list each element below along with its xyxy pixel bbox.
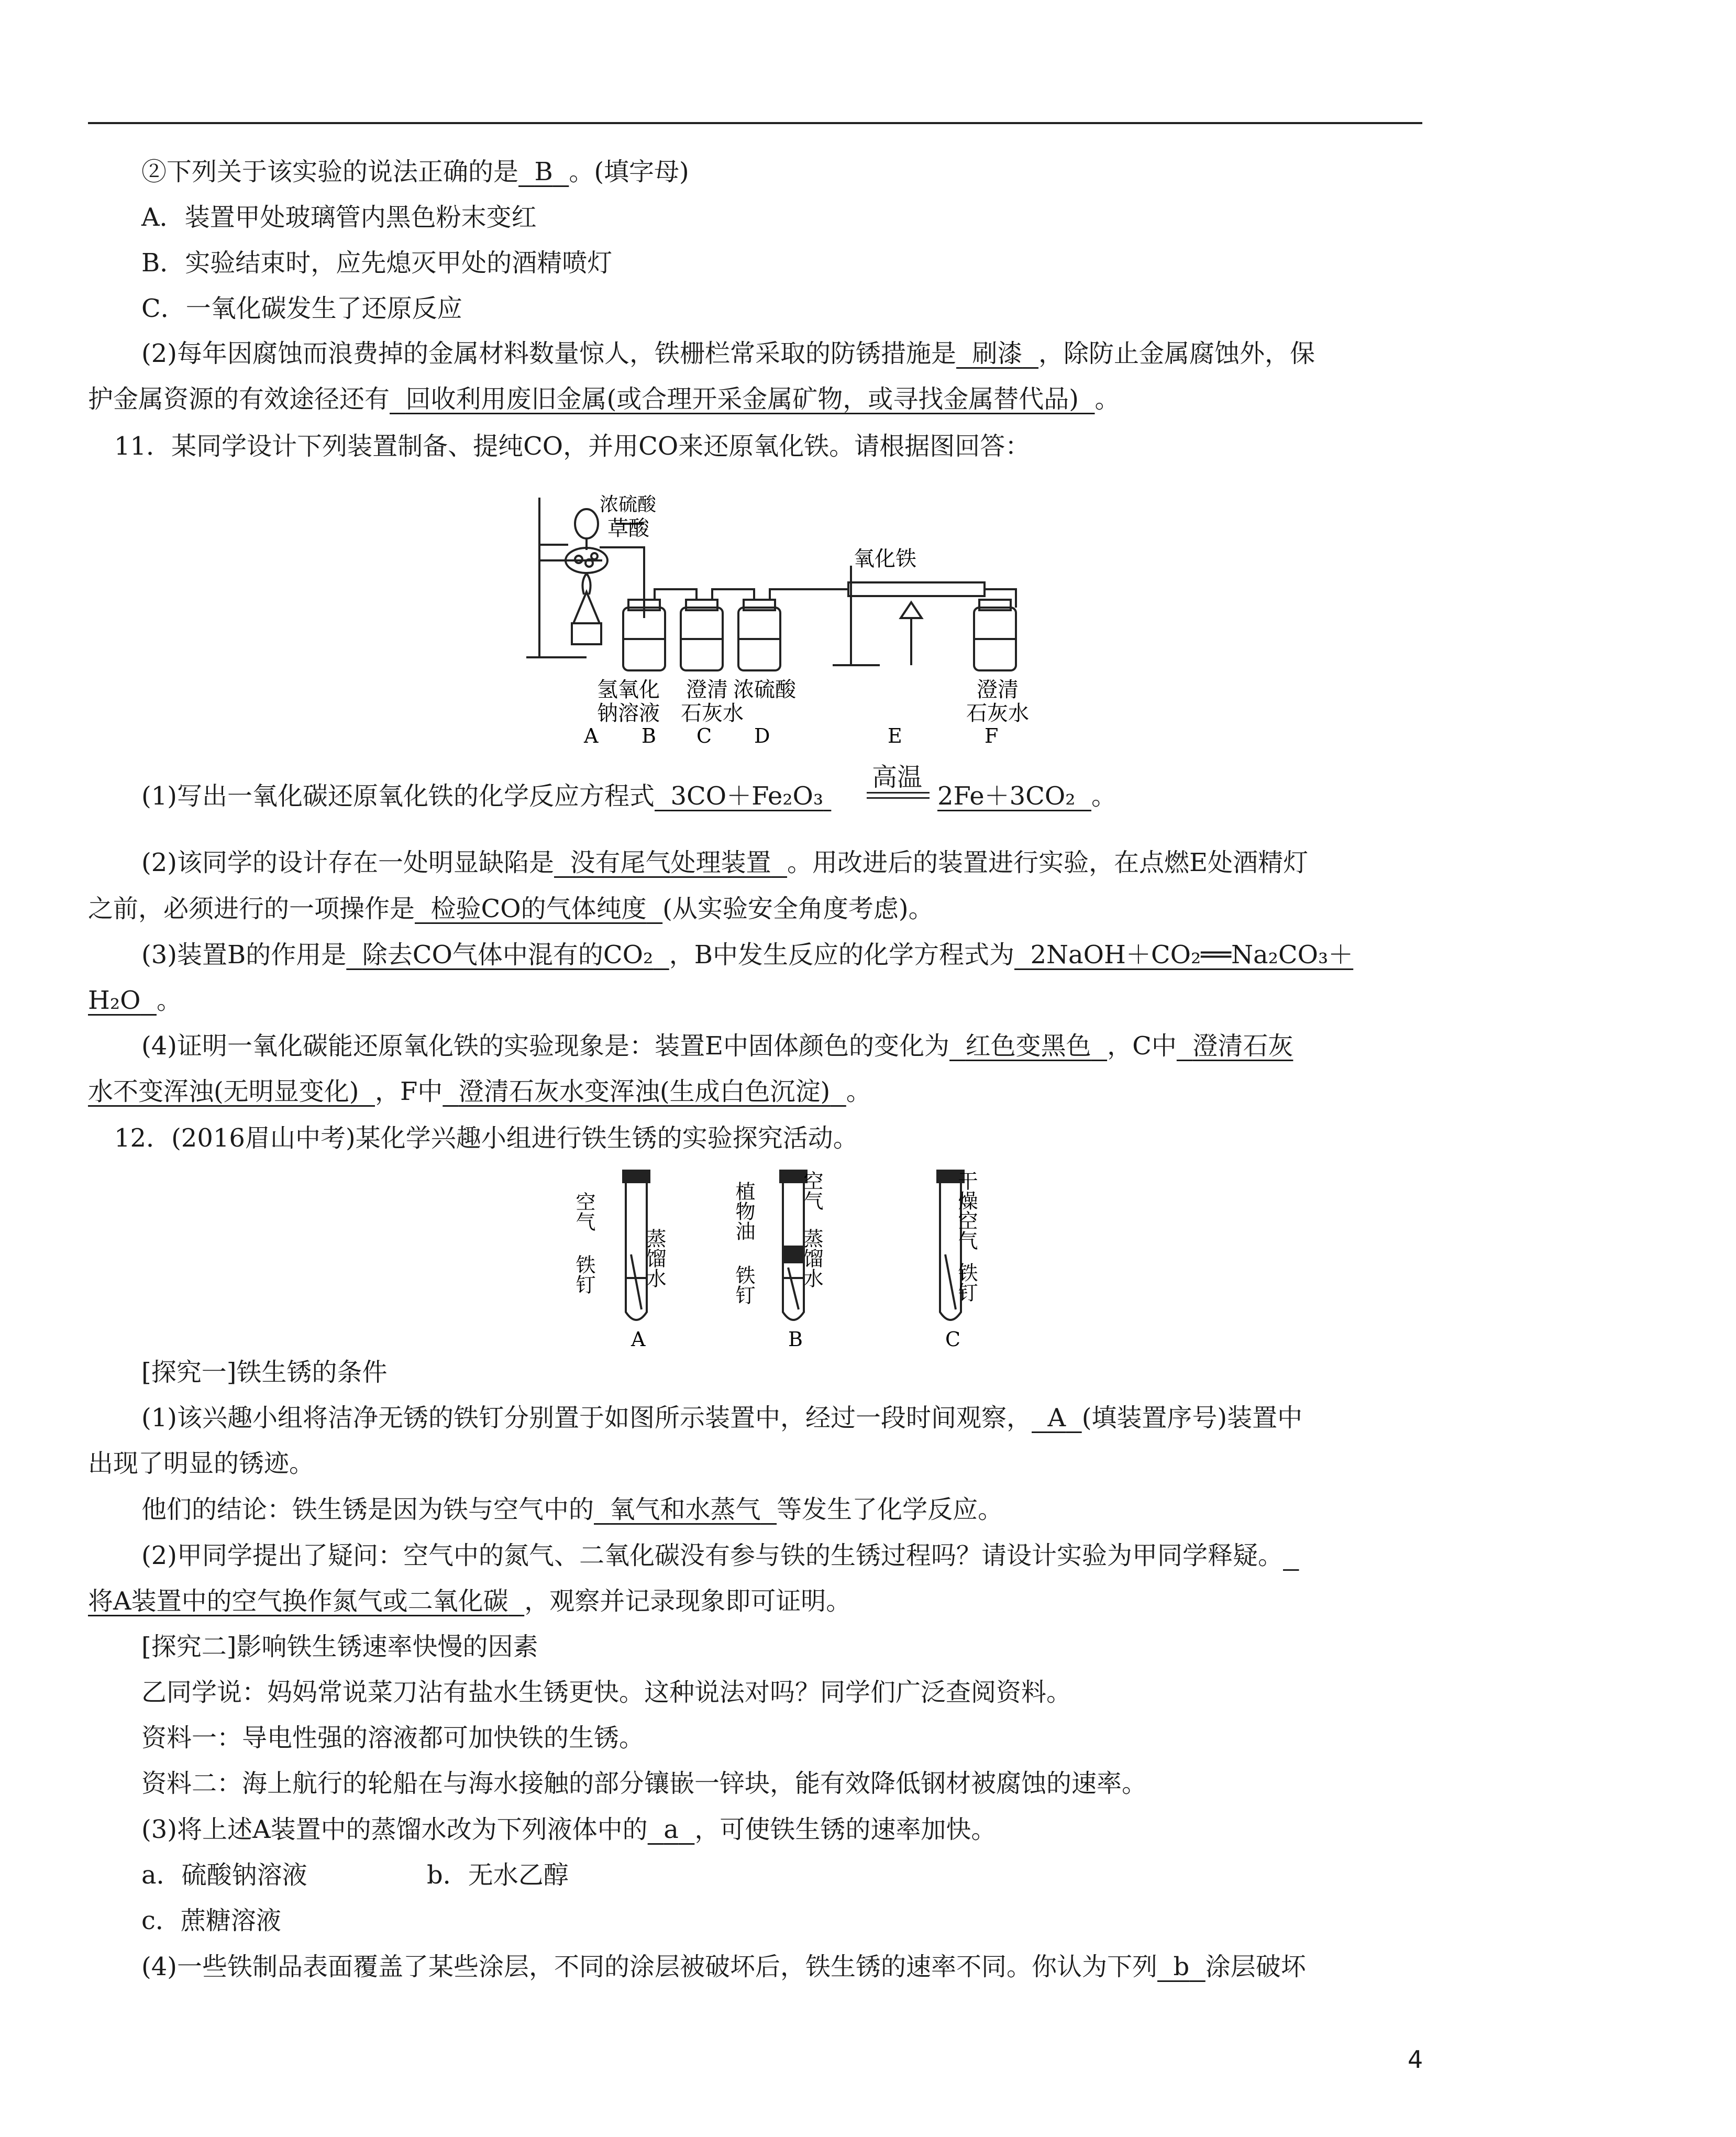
svg-text:氢氧化: 氢氧化 <box>597 678 660 702</box>
answer-blank: 除去CO气体中混有的CO₂ <box>362 940 654 970</box>
equals-sign <box>867 797 930 799</box>
svg-text:D: D <box>754 724 770 747</box>
svg-text:空气: 空气 <box>800 1171 823 1210</box>
answer-blank: a <box>664 1815 679 1844</box>
text-line: 乙同学说：妈妈常说菜刀沾有盐水生锈更快。这种说法对吗？同学们广泛查阅资料。 <box>141 1678 1072 1707</box>
equals-sign <box>867 792 930 794</box>
answer-blank: A <box>1047 1403 1066 1433</box>
answer-blank: H₂O <box>88 986 141 1015</box>
question-line: (2)该同学的设计存在一处明显缺陷是 没有尾气处理装置 。用改进后的装置进行实验，在点燃E处酒精灯 <box>141 848 1309 877</box>
svg-text:B: B <box>642 724 656 747</box>
answer-blank: 澄清石灰 <box>1192 1031 1293 1061</box>
answer-blank: 红色变黑色 <box>965 1031 1091 1061</box>
text-line: 资料二：海上航行的轮船在与海水接触的部分镶嵌一锌块，能有效降低钢材被腐蚀的速率。 <box>141 1769 1147 1798</box>
test-tube-figure <box>572 1165 995 1354</box>
question-line: 护金属资源的有效途径还有 回收利用废旧金属(或合理开采金属矿物，或寻找金属替代品) 。 <box>88 384 1120 414</box>
reaction-condition: 高温 <box>872 763 923 792</box>
option-a: a．硫酸钠溶液 <box>141 1860 307 1890</box>
question-line: (4)一些铁制品表面覆盖了某些涂层，不同的涂层被破坏后，铁生锈的速率不同。你认为下列 b 涂层破坏 <box>141 1952 1306 1981</box>
question-11: 11．某同学设计下列装置制备、提纯CO，并用CO来还原氧化铁。请根据图回答： <box>114 432 1031 461</box>
option-a: A．装置甲处玻璃管内黑色粉末变红 <box>141 203 537 232</box>
svg-text:铁钉: 铁钉 <box>732 1265 755 1305</box>
question-line: 将A装置中的空气换作氮气或二氧化碳 ，观察并记录现象即可证明。 <box>88 1587 852 1616</box>
answer-blank: 水不变浑浊(无明显变化) <box>88 1077 359 1106</box>
question-line: ②下列关于该实验的说法正确的是 B 。(填字母) <box>141 157 689 186</box>
question-line: (3)将上述A装置中的蒸馏水改为下列液体中的 a ，可使铁生锈的速率加快。 <box>141 1815 997 1844</box>
answer-blank: 回收利用废旧金属(或合理开采金属矿物，或寻找金属替代品) <box>405 384 1079 414</box>
svg-text:氧化铁: 氧化铁 <box>854 547 916 571</box>
svg-text:澄清: 澄清 <box>686 678 728 702</box>
svg-text:植物油: 植物油 <box>732 1181 755 1241</box>
question-line: 他们的结论：铁生锈是因为铁与空气中的 氧气和水蒸气 等发生了化学反应。 <box>141 1495 1003 1524</box>
section-heading: [探究一]铁生锈的条件 <box>141 1358 388 1387</box>
answer-blank: B <box>534 157 553 186</box>
question-12: 12．(2016眉山中考)某化学兴趣小组进行铁生锈的实验探究活动。 <box>114 1123 858 1153</box>
question-line: (1)该兴趣小组将洁净无锈的铁钉分别置于如图所示装置中，经过一段时间观察， A (填装置序号)装置中 <box>141 1403 1303 1433</box>
top-rule <box>88 122 1422 124</box>
answer-blank: 刷漆 <box>972 339 1023 368</box>
page-number: 4 <box>1408 2045 1423 2074</box>
answer-blank: 检验CO的气体纯度 <box>430 894 647 923</box>
answer-blank: 2NaOH＋CO₂══Na₂CO₃＋ <box>1030 940 1354 970</box>
question-line: H₂O 。 <box>88 986 182 1015</box>
question-line: (4)证明一氧化碳能还原氧化铁的实验现象是：装置E中固体颜色的变化为 红色变黑色 ，C中 澄清石灰 <box>141 1031 1293 1061</box>
svg-text:钠溶液: 钠溶液 <box>597 701 660 725</box>
svg-text:B: B <box>788 1328 803 1351</box>
question-line: 2Fe＋3CO₂ 。 <box>937 781 1117 811</box>
svg-text:浓硫酸: 浓硫酸 <box>600 494 657 515</box>
option-b: b．无水乙醇 <box>427 1860 569 1890</box>
answer-blank: 氧气和水蒸气 <box>610 1495 761 1524</box>
option-c: C．一氧化碳发生了还原反应 <box>141 294 462 323</box>
question-line: 水不变浑浊(无明显变化) ，F中 澄清石灰水变浑浊(生成白色沉淀) 。 <box>88 1077 871 1106</box>
svg-text:C: C <box>945 1328 961 1351</box>
question-line: (2)甲同学提出了疑问：空气中的氮气、二氧化碳没有参与铁的生锈过程吗？请设计实验为甲同学释疑。 <box>141 1540 1451 1571</box>
answer-blank <box>1283 1541 1299 1570</box>
option-c: c．蔗糖溶液 <box>141 1906 281 1935</box>
svg-text:蒸馏水: 蒸馏水 <box>643 1228 666 1288</box>
answer-blank: 3CO＋Fe₂O₃ <box>670 781 824 811</box>
question-line: (2)每年因腐蚀而浪费掉的金属材料数量惊人，铁栅栏常采取的防锈措施是 刷漆 ，除防止金属腐蚀外，保 <box>141 339 1315 368</box>
svg-text:干燥空气: 干燥空气 <box>955 1171 978 1250</box>
answer-blank: 2Fe＋3CO₂ <box>937 781 1076 811</box>
text-line: 资料一：导电性强的溶液都可加快铁的生锈。 <box>141 1723 645 1753</box>
svg-text:草酸: 草酸 <box>607 516 649 541</box>
apparatus-figure <box>524 487 1047 749</box>
section-heading: [探究二]影响铁生锈速率快慢的因素 <box>141 1632 538 1661</box>
svg-text:空气: 空气 <box>572 1192 595 1231</box>
answer-blank: b <box>1173 1952 1190 1981</box>
question-line: 之前，必须进行的一项操作是 检验CO的气体纯度 (从实验安全角度考虑)。 <box>88 894 934 923</box>
svg-text:石灰水: 石灰水 <box>966 701 1029 725</box>
option-b: B．实验结束时，应先熄灭甲处的酒精喷灯 <box>141 248 613 278</box>
svg-text:澄清: 澄清 <box>977 678 1019 702</box>
svg-text:蒸馏水: 蒸馏水 <box>800 1228 823 1288</box>
question-line: (3)装置B的作用是 除去CO气体中混有的CO₂ ，B中发生反应的化学方程式为 2NaOH＋CO₂══Na₂CO₃＋ <box>141 940 1354 970</box>
question-line: (1)写出一氧化碳还原氧化铁的化学反应方程式 3CO＋Fe₂O₃ <box>141 780 1451 812</box>
svg-text:A: A <box>584 724 599 747</box>
answer-blank: 将A装置中的空气换作氮气或二氧化碳 <box>88 1587 508 1616</box>
svg-text:F: F <box>985 724 999 747</box>
svg-text:铁钉: 铁钉 <box>955 1262 978 1302</box>
svg-text:A: A <box>631 1328 646 1351</box>
question-line: 出现了明显的锈迹。 <box>88 1449 315 1478</box>
svg-text:浓硫酸: 浓硫酸 <box>733 678 796 702</box>
svg-text:铁钉: 铁钉 <box>572 1254 595 1294</box>
answer-blank: 澄清石灰水变浑浊(生成白色沉淀) <box>458 1077 831 1106</box>
svg-text:C: C <box>696 724 712 747</box>
svg-text:石灰水: 石灰水 <box>681 701 744 725</box>
answer-blank: 没有尾气处理装置 <box>570 848 771 877</box>
svg-text:E: E <box>888 724 902 747</box>
